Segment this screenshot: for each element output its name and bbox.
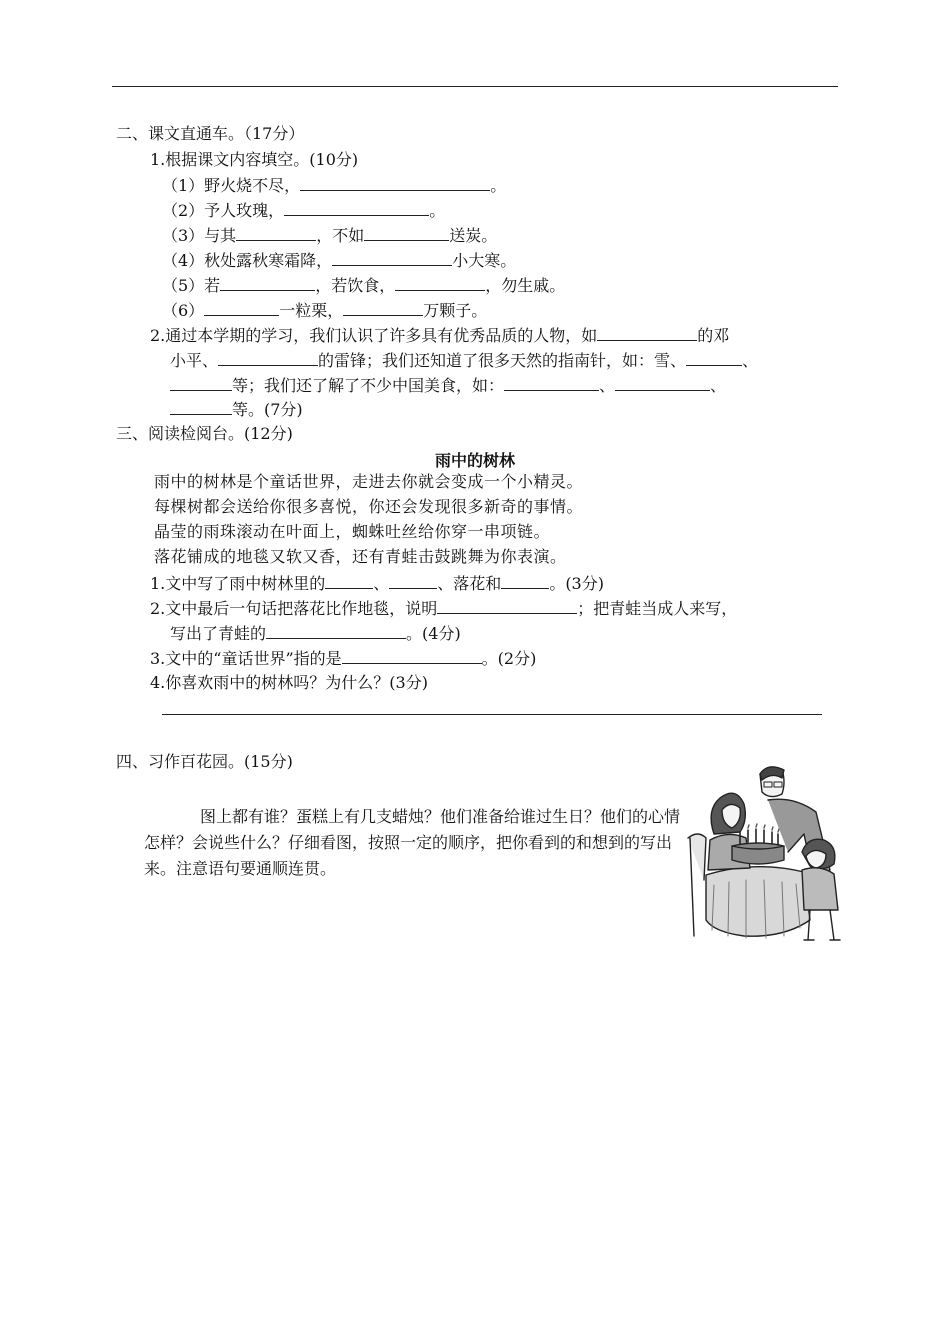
q2-line-1: 2.通过本学期的学习，我们认识了许多具有优秀品质的人物，如 的邓: [150, 326, 730, 345]
q1-item-3: （3）与其 ，不如 送炭。: [162, 226, 498, 245]
fill-blank[interactable]: [364, 225, 449, 241]
q1-item-2: （2）予人玫瑰， 。: [162, 201, 446, 220]
fill-blank[interactable]: [686, 350, 742, 366]
q2-line-2: 小平、 的雷锋；我们还知道了很多天然的指南针，如：雪、 、: [170, 351, 759, 370]
fill-blank[interactable]: [170, 399, 232, 415]
fill-blank[interactable]: [266, 623, 406, 639]
fill-blank[interactable]: [597, 325, 697, 341]
fill-blank[interactable]: [204, 300, 279, 316]
chair: [688, 834, 706, 936]
fill-blank[interactable]: [395, 275, 485, 291]
writing-prompt: [144, 804, 684, 882]
reading-q2-line-2: 写出了青蛙的 。(4分): [170, 624, 461, 643]
poem-line-1: 雨中的树林是个童话世界，走进去你就会变成一个小精灵。: [154, 472, 584, 491]
q1-item-4: （4）秋处露秋寒霜降， 小大寒。: [162, 251, 517, 270]
q2-line-3: 等；我们还了解了不少中国美食，如： 、 、: [170, 375, 726, 395]
fill-blank[interactable]: [220, 275, 315, 291]
reading-q3: 3.文中的“童话世界”指的是 。(2分): [150, 649, 537, 668]
poem-line-2: 每棵树都会送给你很多喜悦，你还会发现很多新奇的事情。: [154, 497, 584, 516]
fill-blank[interactable]: [218, 350, 318, 366]
q1-item-6: （6） 一粒栗， 万颗子。: [162, 301, 488, 320]
fill-blank[interactable]: [170, 375, 232, 391]
reading-q4: 4.你喜欢雨中的树林吗？为什么？(3分): [150, 673, 428, 692]
fill-blank[interactable]: [342, 648, 482, 664]
fill-blank[interactable]: [501, 573, 549, 589]
q1-item-5: （5）若 ，若饮食， ，勿生戚。: [162, 276, 566, 295]
cake: [732, 843, 784, 864]
fill-blank[interactable]: [389, 573, 437, 589]
fill-blank[interactable]: [332, 250, 452, 266]
fill-blank[interactable]: [236, 225, 316, 241]
fill-blank[interactable]: [284, 200, 429, 216]
reading-q1: 1.文中写了雨中树林里的 、 、落花和 。(3分): [150, 574, 604, 593]
fill-blank[interactable]: [300, 175, 490, 191]
reading-title: 雨中的树林: [434, 451, 515, 470]
fill-blank[interactable]: [437, 598, 577, 614]
writing-prompt-text: 图上都有谁？蛋糕上有几支蜡烛？他们准备给谁过生日？他们的心情怎样？会说些什么？仔细看图，按照一定的顺序，把你看到的和想到的写出来。注意语句要通顺连贯。: [144, 807, 681, 878]
fill-blank[interactable]: [325, 573, 373, 589]
q1-label: 1.根据课文内容填空。(10分): [150, 150, 359, 169]
section3-heading: 三、阅读检阅台。(12分): [116, 424, 293, 443]
reading-q2-line-1: 2.文中最后一句话把落花比作地毯，说明 ；把青蛙当成人来写，: [150, 599, 738, 618]
q2-line-4: 等。(7分): [170, 399, 303, 419]
poem-line-3: 晶莹的雨珠滚动在叶面上，蜘蛛吐丝给你穿一串项链。: [154, 522, 551, 541]
fill-blank[interactable]: [343, 300, 423, 316]
section4-heading: 四、习作百花园。(15分): [116, 752, 293, 771]
birthday-illustration: [684, 760, 848, 950]
q1-item-1: （1）野火烧不尽， 。: [162, 176, 507, 195]
fill-blank[interactable]: [615, 375, 710, 391]
table: [706, 867, 810, 937]
fill-blank[interactable]: [504, 375, 599, 391]
answer-line[interactable]: [162, 714, 822, 715]
section2-heading: 二、课文直通车。（17分）: [116, 124, 305, 143]
poem-line-4: 落花铺成的地毯又软又香，还有青蛙击鼓跳舞为你表演。: [154, 547, 567, 566]
header-rule: [112, 86, 838, 87]
